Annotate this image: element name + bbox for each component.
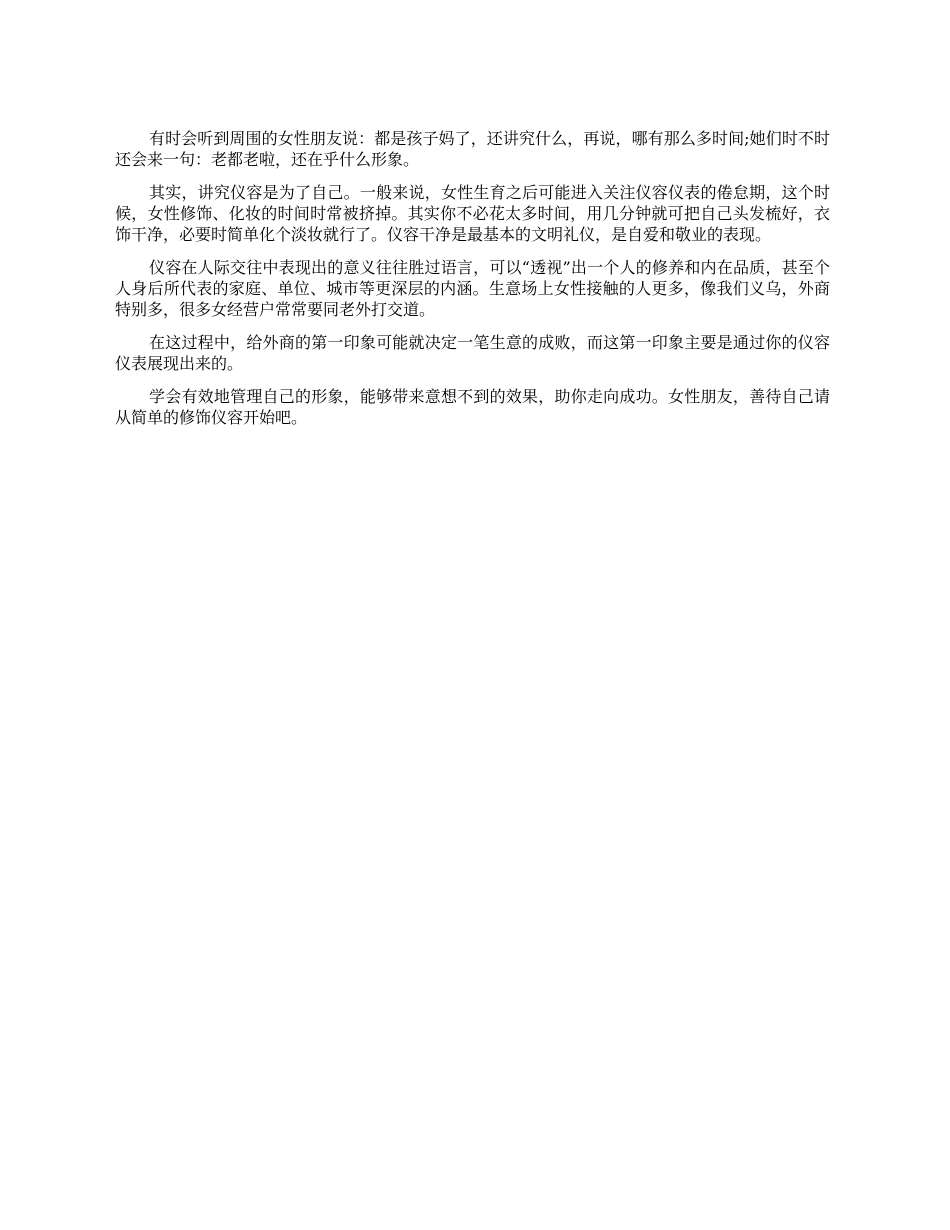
paragraph-4: 在这过程中，给外商的第一印象可能就决定一笔生意的成败，而这第一印象主要是通过你的仪容仪表展现出来的。 xyxy=(115,333,830,373)
paragraph-3: 仪容在人际交往中表现出的意义往往胜过语言，可以“透视”出一个人的修养和内在品质，甚至个人身后所代表的家庭、单位、城市等更深层的内涵。生意场上女性接触的人更多，像我们义乌，外商特别多，很多女经营户常常要同老外打交道。 xyxy=(115,258,830,319)
document-body xyxy=(115,128,830,440)
paragraph-1: 有时会听到周围的女性朋友说：都是孩子妈了，还讲究什么，再说，哪有那么多时间;她们时不时还会来一句：老都老啦，还在乎什么形象。 xyxy=(115,129,830,169)
paragraph-2: 其实，讲究仪容是为了自己。一般来说，女性生育之后可能进入关注仪容仪表的倦怠期，这个时候，女性修饰、化妆的时间时常被挤掉。其实你不必花太多时间，用几分钟就可把自己头发梳好，衣饰干净，必要时简单化个淡妆就行了。仪容干净是最基本的文明礼仪，是自爱和敬业的表现。 xyxy=(115,183,830,244)
paragraph-5: 学会有效地管理自己的形象，能够带来意想不到的效果，助你走向成功。女性朋友，善待自己请从简单的修饰仪容开始吧。 xyxy=(115,387,830,427)
